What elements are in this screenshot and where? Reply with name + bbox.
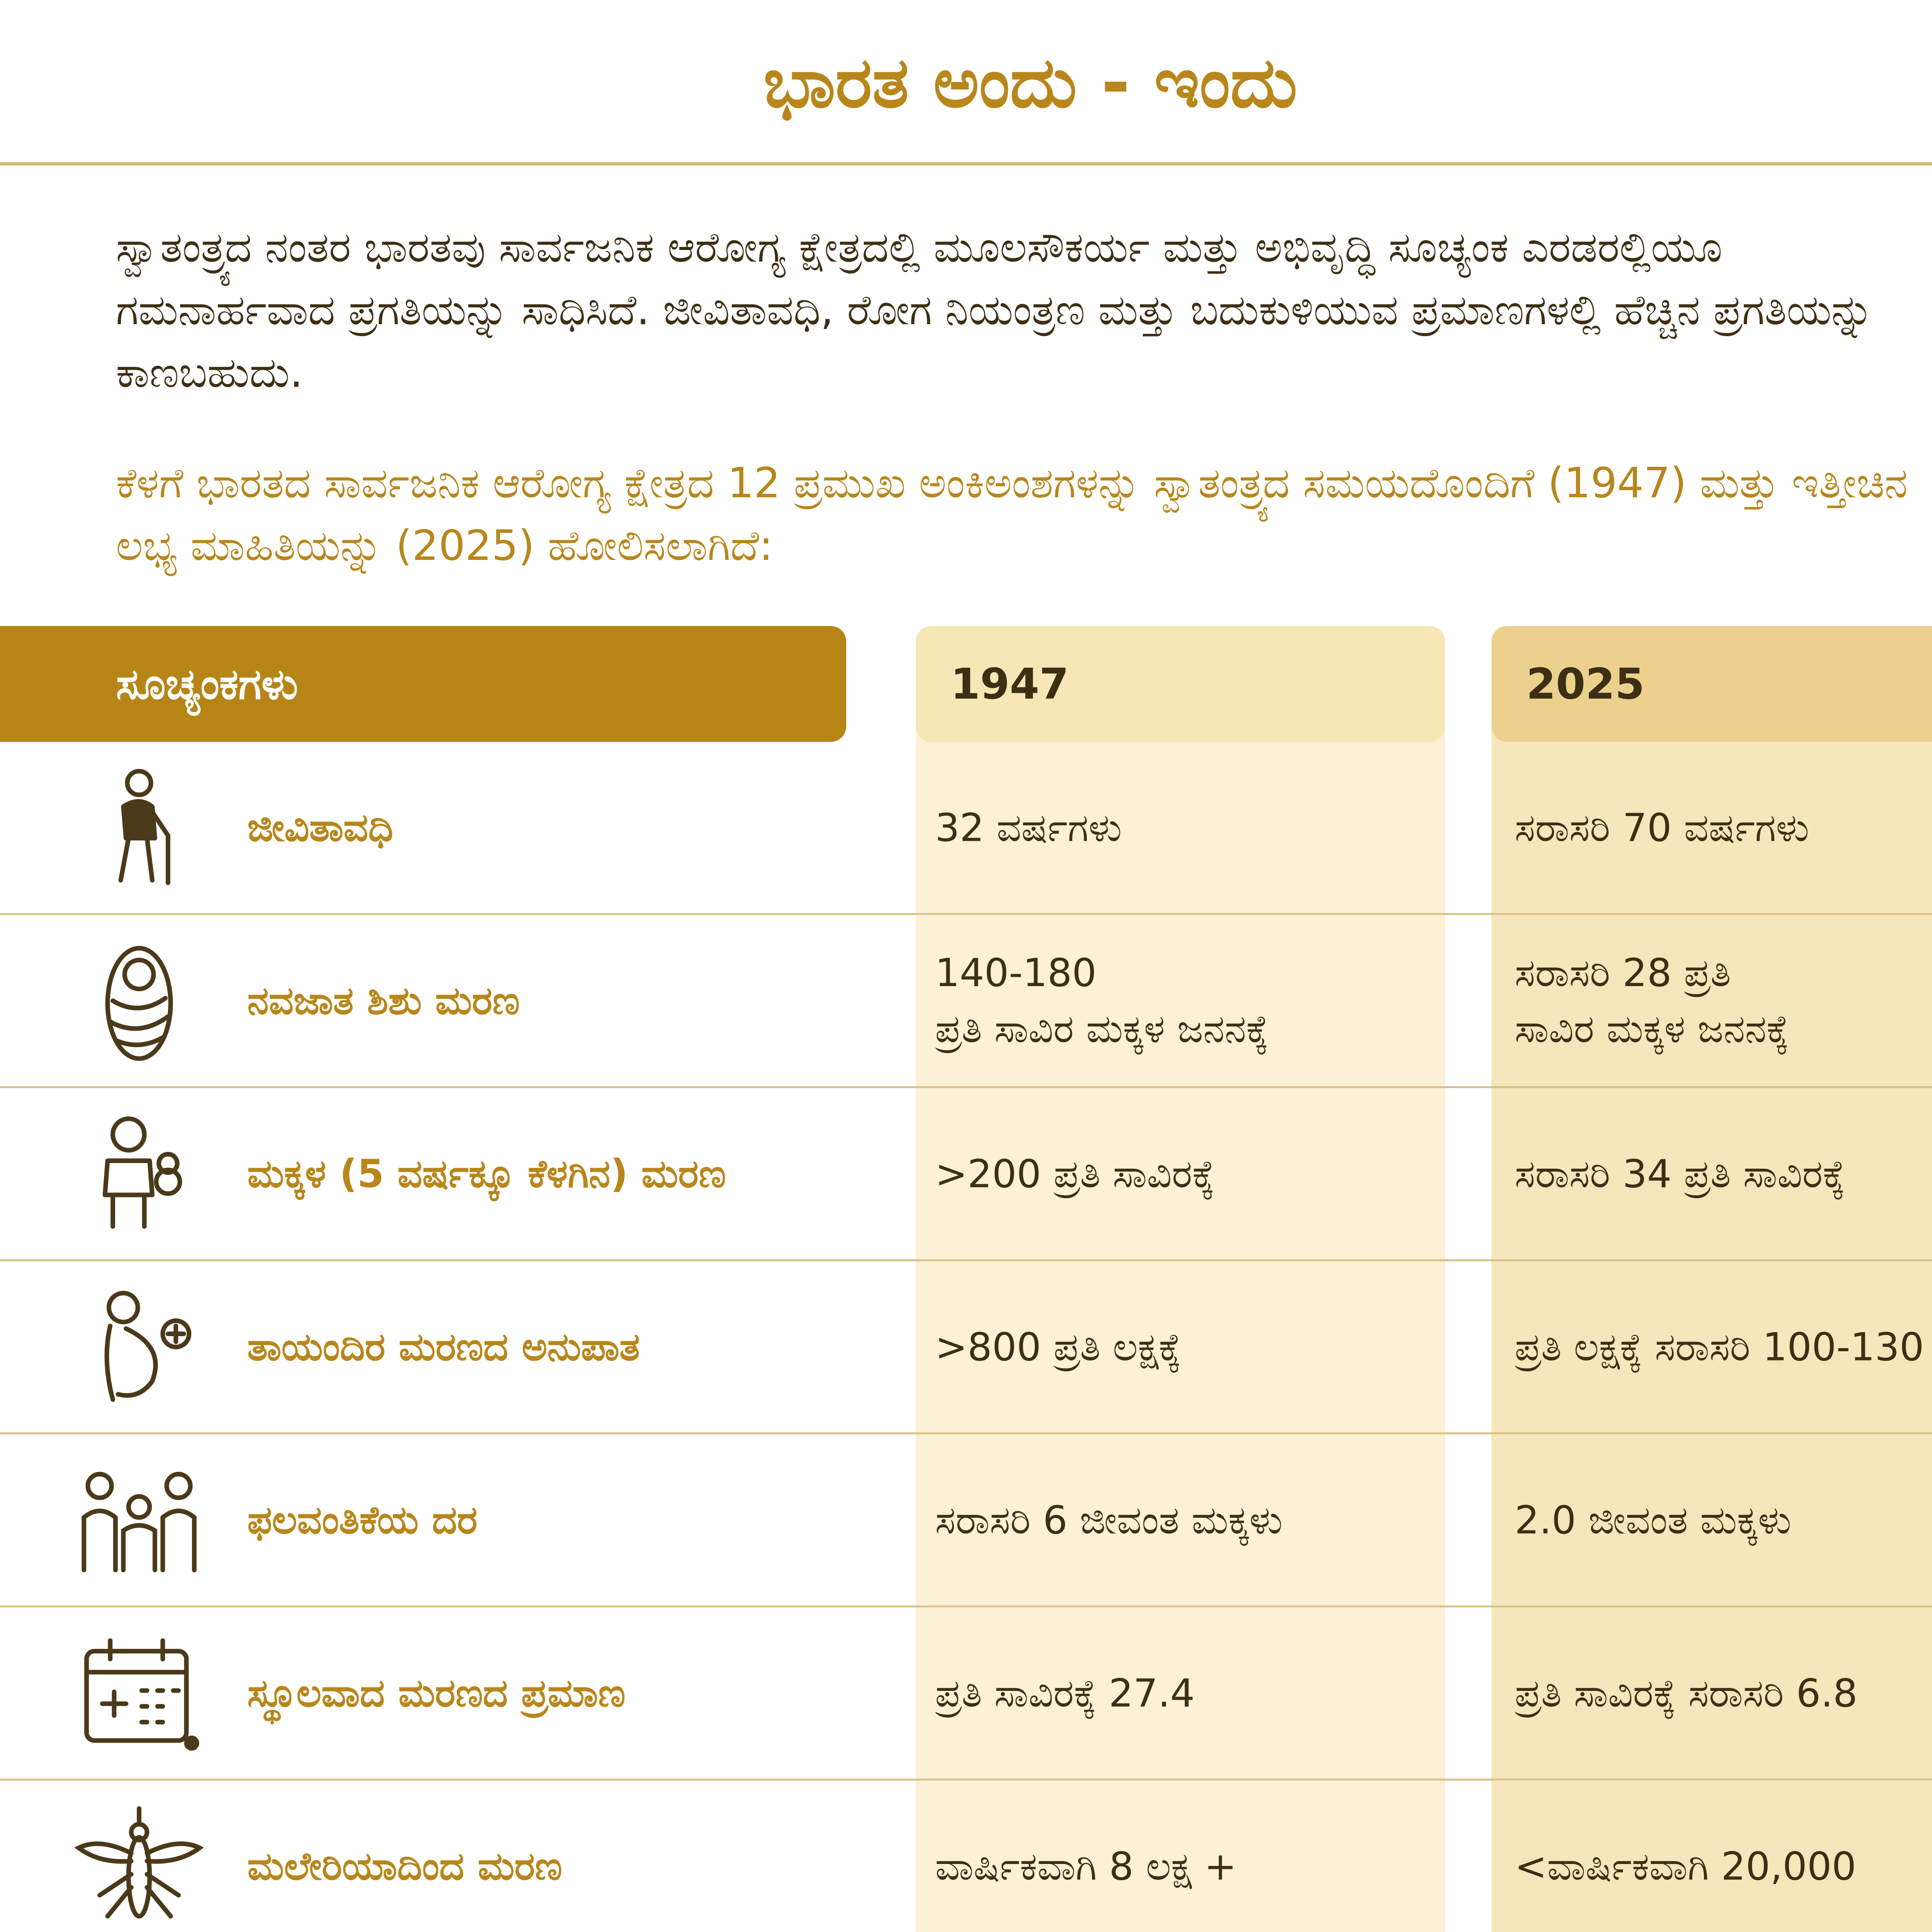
value-1947: 140-180 ಪ್ರತಿ ಸಾವಿರ ಮಕ್ಕಳ ಜನನಕ್ಕೆ	[935, 950, 1269, 1051]
value-2025: ಸರಾಸರಿ 70 ವರ್ಷಗಳು	[1515, 805, 1810, 850]
value-1947: 32 ವರ್ಷಗಳು	[935, 805, 1122, 850]
header-2025: 2025	[1492, 626, 1932, 742]
elderly-person-icon	[73, 762, 205, 893]
table-row	[0, 1434, 1932, 1607]
value-2025: 2.0 ಜೀವಂತ ಮಕ್ಕಳು	[1515, 1497, 1791, 1543]
row-label: ಸ್ಥೂಲವಾದ ಮರಣದ ಪ್ರಮಾಣ	[247, 1670, 626, 1716]
swaddled-baby-icon	[73, 935, 205, 1066]
row-label: ಜೀವಿತಾವಧಿ	[247, 804, 393, 850]
table-row	[0, 1781, 1932, 1932]
family-icon	[73, 1454, 205, 1586]
row-label: ಮಲೇರಿಯಾದಿಂದ ಮರಣ	[247, 1843, 563, 1889]
value-2025: ಸರಾಸರಿ 34 ಪ್ರತಿ ಸಾವಿರಕ್ಕೆ	[1515, 1151, 1845, 1196]
pregnant-woman-icon	[73, 1281, 205, 1413]
row-label: ನವಜಾತ ಶಿಶು ಮರಣ	[247, 978, 520, 1023]
value-1947: >200 ಪ್ರತಿ ಸಾವಿರಕ್ಕೆ	[935, 1151, 1215, 1196]
mosquito-icon	[73, 1801, 205, 1932]
page-title: ಭಾರತ ಅಂದು - ಇಂದು	[763, 43, 1298, 123]
row-label: ಮಕ್ಕಳ (5 ವರ್ಷಕ್ಕೂ ಕೆಳಗಿನ) ಮರಣ	[247, 1151, 726, 1196]
calendar-icon	[73, 1628, 205, 1759]
intro-paragraph: ಸ್ವಾತಂತ್ರ್ಯದ ನಂತರ ಭಾರತವು ಸಾರ್ವಜನಿಕ ಆರೋಗ್ಯ ಕ್ಷೇತ್ರದಲ್ಲಿ ಮೂಲಸೌಕರ್ಯ ಮತ್ತು ಅಭಿವೃದ್ಧಿ ಸೂಚ್ಯಂಕ ಎರಡರಲ್ಲಿಯೂ ಗಮನಾರ್ಹವಾದ ಪ್ರಗತಿಯನ್ನು ಸಾಧಿಸಿದೆ. ಜೀವಿತಾವಧಿ, ರೋಗ ನಿಯಂತ್ರಣ ಮತ್ತು ಬದುಕುಳಿಯುವ ಪ್ರಮಾಣಗಳಲ್ಲಿ ಹೆಚ್ಚಿನ ಪ್ರಗತಿಯನ್ನು ಕಾಣಬಹುದು.	[116, 223, 1874, 397]
value-1947: >800 ಪ್ರತಿ ಲಕ್ಷಕ್ಕೆ	[935, 1324, 1182, 1369]
value-2025: ಪ್ರತಿ ಲಕ್ಷಕ್ಕೆ ಸರಾಸರಿ 100-130	[1515, 1324, 1924, 1369]
child-with-teddy-icon	[73, 1108, 205, 1240]
value-2025: ಸರಾಸರಿ 28 ಪ್ರತಿ ಸಾವಿರ ಮಕ್ಕಳ ಜನನಕ್ಕೆ	[1515, 950, 1789, 1051]
row-label: ಫಲವಂತಿಕೆಯ ದರ	[247, 1497, 478, 1543]
table-row	[0, 1088, 1932, 1261]
comparison-table	[0, 742, 1932, 1932]
header-indicators: ಸೂಚ್ಯಂಕಗಳು	[0, 626, 846, 742]
title-divider	[0, 162, 1932, 165]
intro-subparagraph: ಕೆಳಗೆ ಭಾರತದ ಸಾರ್ವಜನಿಕ ಆರೋಗ್ಯ ಕ್ಷೇತ್ರದ 12 ಪ್ರಮುಖ ಅಂಕಿಅಂಶಗಳನ್ನು ಸ್ವಾತಂತ್ರ್ಯದ ಸಮಯದೊಂದಿಗೆ (1947) ಮತ್ತು ಇತ್ತೀಚಿನ ಲಭ್ಯ ಮಾಹಿತಿಯನ್ನು (2025) ಹೋಲಿಸಲಾಗಿದೆ:	[116, 459, 1908, 570]
header-1947: 1947	[916, 626, 1445, 742]
table-row	[0, 1607, 1932, 1781]
value-1947: ಪ್ರತಿ ಸಾವಿರಕ್ಕೆ 27.4	[935, 1670, 1195, 1716]
value-2025: <ವಾರ್ಷಿಕವಾಗಿ 20,000	[1515, 1844, 1856, 1889]
row-label: ತಾಯಂದಿರ ಮರಣದ ಅನುಪಾತ	[247, 1324, 640, 1369]
value-1947: ಸರಾಸರಿ 6 ಜೀವಂತ ಮಕ್ಕಳು	[935, 1497, 1283, 1543]
table-row	[0, 915, 1932, 1088]
table-row	[0, 1261, 1932, 1434]
value-1947: ವಾರ್ಷಿಕವಾಗಿ 8 ಲಕ್ಷ +	[935, 1844, 1237, 1889]
value-2025: ಪ್ರತಿ ಸಾವಿರಕ್ಕೆ ಸರಾಸರಿ 6.8	[1515, 1670, 1858, 1716]
table-row	[0, 742, 1932, 915]
